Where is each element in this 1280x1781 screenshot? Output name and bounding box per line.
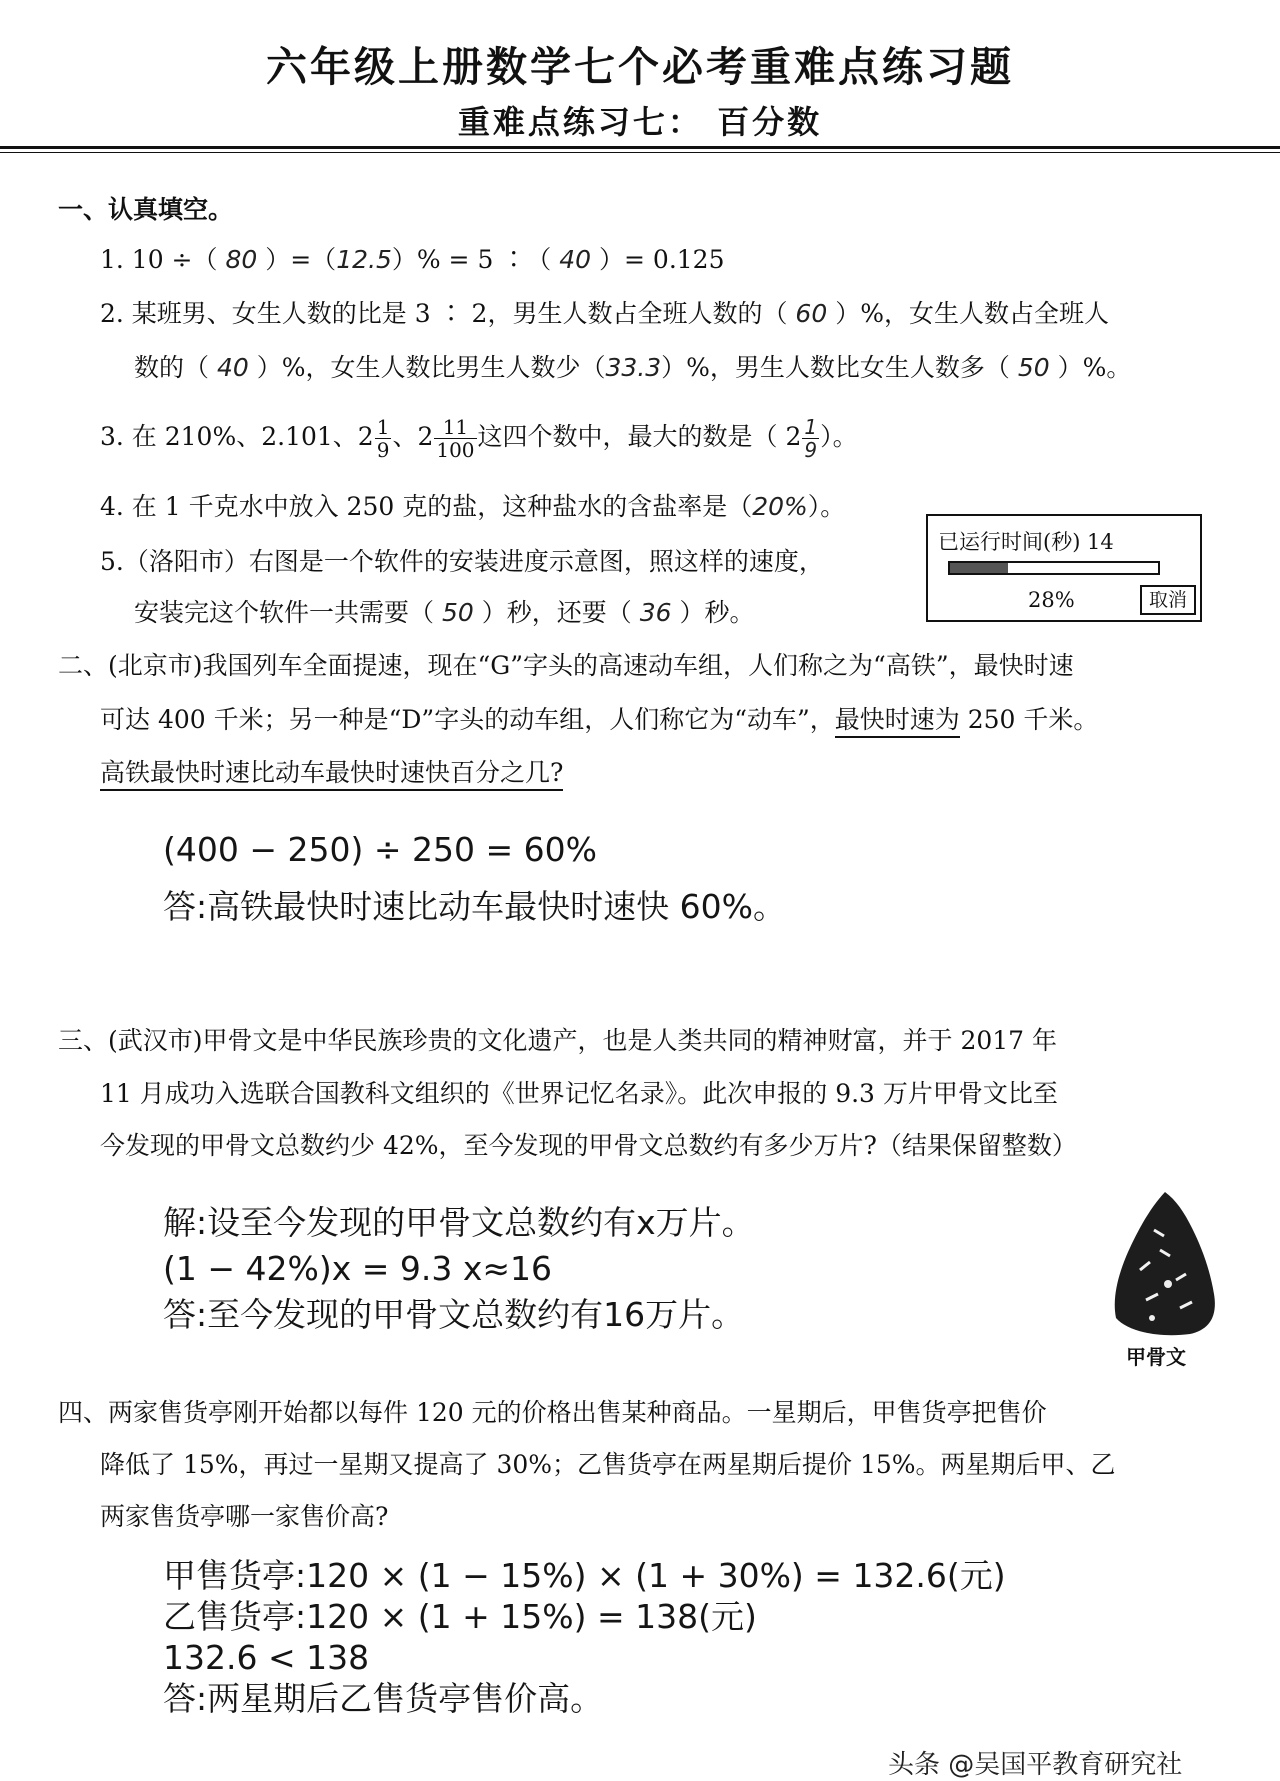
answer-blank: 12.5 <box>336 245 392 274</box>
section-3-line-2: 11 月成功入选联合国教科文组织的《世界记忆名录》。此次申报的 9.3 万片甲骨文比至 <box>100 1079 1058 1108</box>
answer-blank: 80 <box>217 245 266 274</box>
answer-blank: 60 <box>787 299 836 328</box>
underlined-question: 高铁最快时速比动车最快时速快百分之几? <box>100 758 563 791</box>
section-3-line-3: 今发现的甲骨文总数约少 42%，至今发现的甲骨文总数约有多少万片?（结果保留整数） <box>100 1131 1077 1160</box>
header-rule-thick <box>0 146 1280 149</box>
question-1: 1. 10 ÷（ 80 ）=（12.5）% = 5 ∶（ 40 ）= 0.125 <box>100 245 725 274</box>
answer-blank: 20% <box>752 492 808 521</box>
question-2-line-1: 2. 某班男、女生人数的比是 3 ∶ 2，男生人数占全班人数的（ 60 ）%，女生人数占全班人 <box>100 299 1109 328</box>
answer-blank: 36 <box>631 598 680 627</box>
question-5-line-2: 安装完这个软件一共需要（ 50 ）秒，还要（ 36 ）秒。 <box>134 598 755 627</box>
answer-blank: 40 <box>209 353 257 382</box>
page-subtitle: 重难点练习七： 百分数 <box>457 103 823 141</box>
question-4: 4. 在 1 千克水中放入 250 克的盐，这种盐水的含盐率是（20%）。 <box>100 492 846 521</box>
section-4-line-1: 四、两家售货亭刚开始都以每件 120 元的价格出售某种商品。一星期后，甲售货亭把售价 <box>58 1398 1047 1427</box>
section-2-solution: (400 − 250) ÷ 250 = 60% <box>163 830 597 869</box>
section-4-solution-2: 乙售货亭:120 × (1 + 15%) = 138(元) <box>163 1597 757 1636</box>
question-5-line-1: 5.（洛阳市）右图是一个软件的安装进度示意图，照这样的速度， <box>100 547 824 576</box>
question-3: 3. 在 210%、2.101、2 $\frac{1}{9}$ 、2 $\frac{11}{100}$ 这四个数中，最大的数是（ 2 $\frac{1}{9}$ ）。 <box>100 415 858 462</box>
oracle-bone-caption: 甲骨文 <box>1126 1345 1186 1369</box>
section-2-line-2: 可达 400 千米；另一种是“D”字头的动车组，人们称它为“动车”，最快时速为 250 千米。 <box>100 703 1098 737</box>
question-2-line-2: 数的（ 40 ）%，女生人数比男生人数少（33.3）%，男生人数比女生人数多（ 50 ）%。 <box>134 353 1132 382</box>
cancel-button[interactable]: 取消 <box>1140 585 1196 615</box>
fraction: $\frac{1}{9}$ <box>376 415 390 462</box>
section-1-heading: 一、认真填空。 <box>58 195 234 224</box>
page-title: 六年级上册数学七个必考重难点练习题 <box>266 43 1014 91</box>
underlined-text: 最快时速为 <box>835 705 960 738</box>
section-3-solution-1: 解:设至今发现的甲骨文总数约有x万片。 <box>163 1203 755 1242</box>
fraction: $\frac{11}{100}$ <box>436 415 475 462</box>
section-3-answer: 答:至今发现的甲骨文总数约有16万片。 <box>163 1295 745 1334</box>
section-2-line-3 <box>100 756 563 790</box>
section-2-line-1: 二、(北京市)我国列车全面提速，现在“G”字头的高速动车组，人们称之为“高铁”，最快时速 <box>58 651 1074 680</box>
section-4-line-2: 降低了 15%，再过一星期又提高了 30%；乙售货亭在两星期后提价 15%。两星期后甲、乙 <box>100 1450 1116 1479</box>
watermark: 头条 @吴国平教育研究社 <box>888 1750 1183 1780</box>
progress-bar <box>948 561 1160 575</box>
oracle-bone-image <box>1110 1190 1220 1340</box>
answer-blank: 33.3 <box>605 353 662 382</box>
answer-blank: 50 <box>434 598 482 627</box>
progress-percent: 28% <box>1028 588 1075 612</box>
progress-bar-fill <box>950 563 1008 573</box>
answer-blank: 50 <box>1009 353 1058 382</box>
header-rule-thin <box>0 152 1280 153</box>
fraction-answer: $\frac{1}{9}$ <box>804 415 818 462</box>
section-4-line-3: 两家售货亭哪一家售价高? <box>100 1502 389 1531</box>
answer-blank: 40 <box>551 245 600 274</box>
section-4-solution-1: 甲售货亭:120 × (1 − 15%) × (1 + 30%) = 132.6(元) <box>163 1556 1006 1595</box>
elapsed-time-label: 已运行时间(秒) 14 <box>938 530 1114 554</box>
section-3-solution-2: (1 − 42%)x = 9.3 x≈16 <box>163 1249 553 1288</box>
section-4-comparison: 132.6 < 138 <box>163 1638 370 1677</box>
install-progress-diagram <box>926 514 1202 622</box>
section-3-line-1: 三、(武汉市)甲骨文是中华民族珍贵的文化遗产，也是人类共同的精神财富，并于 2017 年 <box>58 1026 1058 1055</box>
section-4-answer: 答:两星期后乙售货亭售价高。 <box>163 1679 604 1718</box>
section-2-answer: 答:高铁最快时速比动车最快时速快 60%。 <box>163 887 786 926</box>
